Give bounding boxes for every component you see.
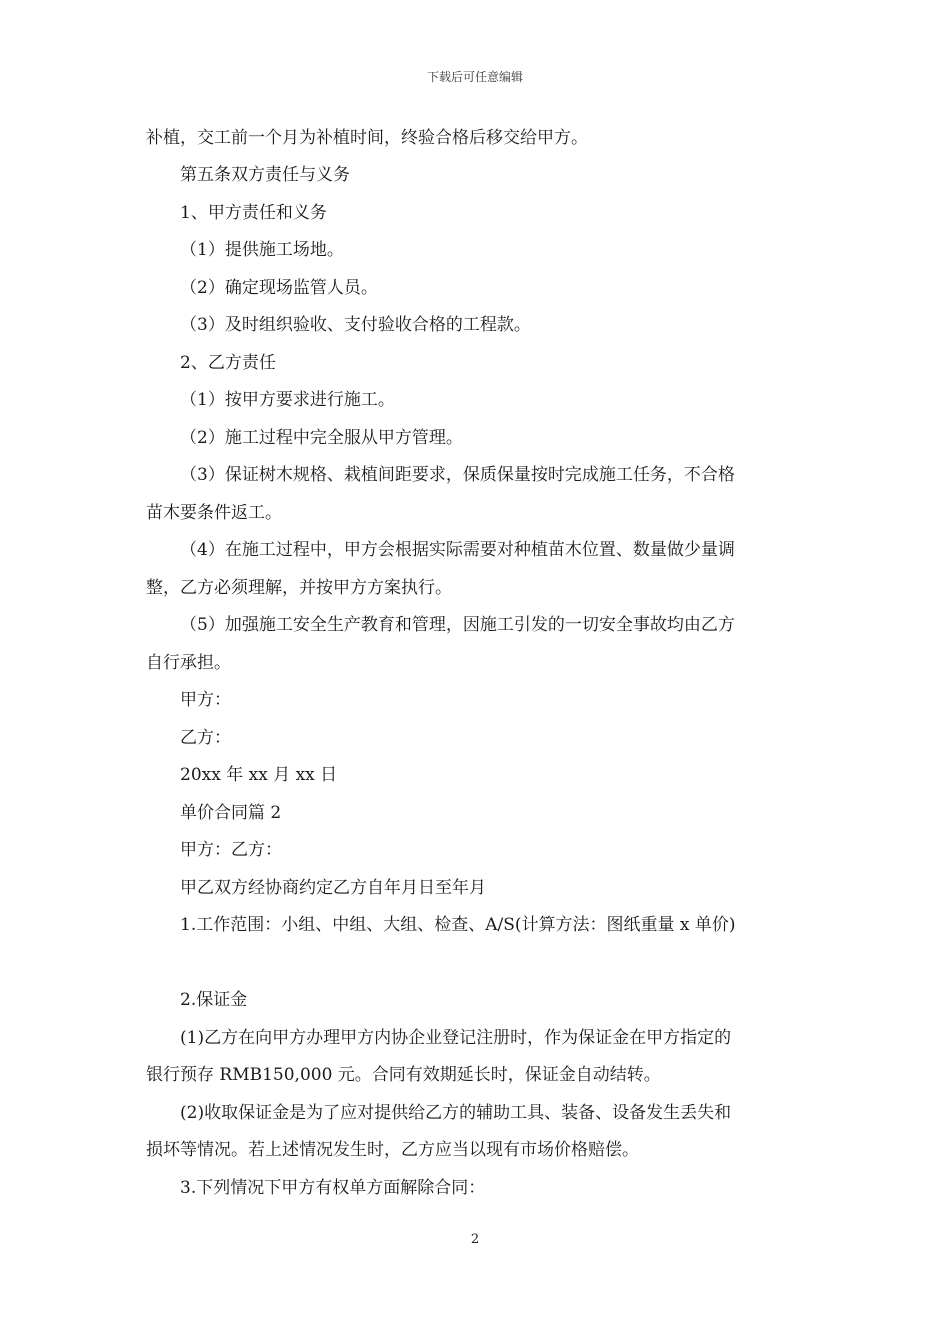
- list-item: （5）加强施工安全生产教育和管理，因施工引发的一切安全事故均由乙方: [180, 615, 735, 635]
- paragraph-line: 整，乙方必须理解，并按甲方方案执行。: [146, 578, 452, 598]
- paragraph-line: 银行预存 RMB150,000 元。合同有效期延长时，保证金自动结转。: [146, 1065, 661, 1085]
- list-item: （3）保证树木规格、栽植间距要求，保质保量按时完成施工任务，不合格: [180, 465, 735, 485]
- contract-title: 单价合同篇 2: [180, 803, 282, 823]
- subsection-heading: 1、甲方责任和义务: [180, 203, 327, 223]
- signature-date: 20xx 年 xx 月 xx 日: [180, 765, 338, 785]
- paragraph-line: 损坏等情况。若上述情况发生时，乙方应当以现有市场价格赔偿。: [146, 1140, 639, 1160]
- paragraph-line: 甲乙双方经协商约定乙方自年月日至年月: [180, 878, 486, 898]
- clause-item: (1)乙方在向甲方办理甲方内协企业登记注册时，作为保证金在甲方指定的: [180, 1028, 732, 1048]
- list-item: （2）确定现场监管人员。: [180, 278, 378, 298]
- clause-heading: 2.保证金: [180, 990, 248, 1010]
- subsection-heading: 2、乙方责任: [180, 353, 276, 373]
- list-item: （1）按甲方要求进行施工。: [180, 390, 395, 410]
- parties-line: 甲方：乙方：: [180, 840, 282, 860]
- clause-heading: 3.下列情况下甲方有权单方面解除合同：: [180, 1178, 486, 1198]
- section-heading: 第五条双方责任与义务: [180, 165, 350, 185]
- page-header: 下载后可任意编辑: [426, 70, 523, 84]
- clause-item: 1.工作范围：小组、中组、大组、检查、A/S(计算方法：图纸重量 x 单价): [180, 915, 736, 935]
- list-item: （1）提供施工场地。: [180, 240, 344, 260]
- page-number: 2: [470, 1232, 480, 1247]
- paragraph-line: 补植，交工前一个月为补植时间，终验合格后移交给甲方。: [146, 128, 588, 148]
- signature-party-b: 乙方：: [180, 728, 231, 748]
- clause-item: (2)收取保证金是为了应对提供给乙方的辅助工具、装备、设备发生丢失和: [180, 1103, 732, 1123]
- list-item: （2）施工过程中完全服从甲方管理。: [180, 428, 463, 448]
- paragraph-line: 自行承担。: [146, 653, 231, 673]
- signature-party-a: 甲方：: [180, 690, 231, 710]
- paragraph-line: 苗木要条件返工。: [146, 503, 282, 523]
- list-item: （3）及时组织验收、支付验收合格的工程款。: [180, 315, 531, 335]
- list-item: （4）在施工过程中，甲方会根据实际需要对种植苗木位置、数量做少量调: [180, 540, 735, 560]
